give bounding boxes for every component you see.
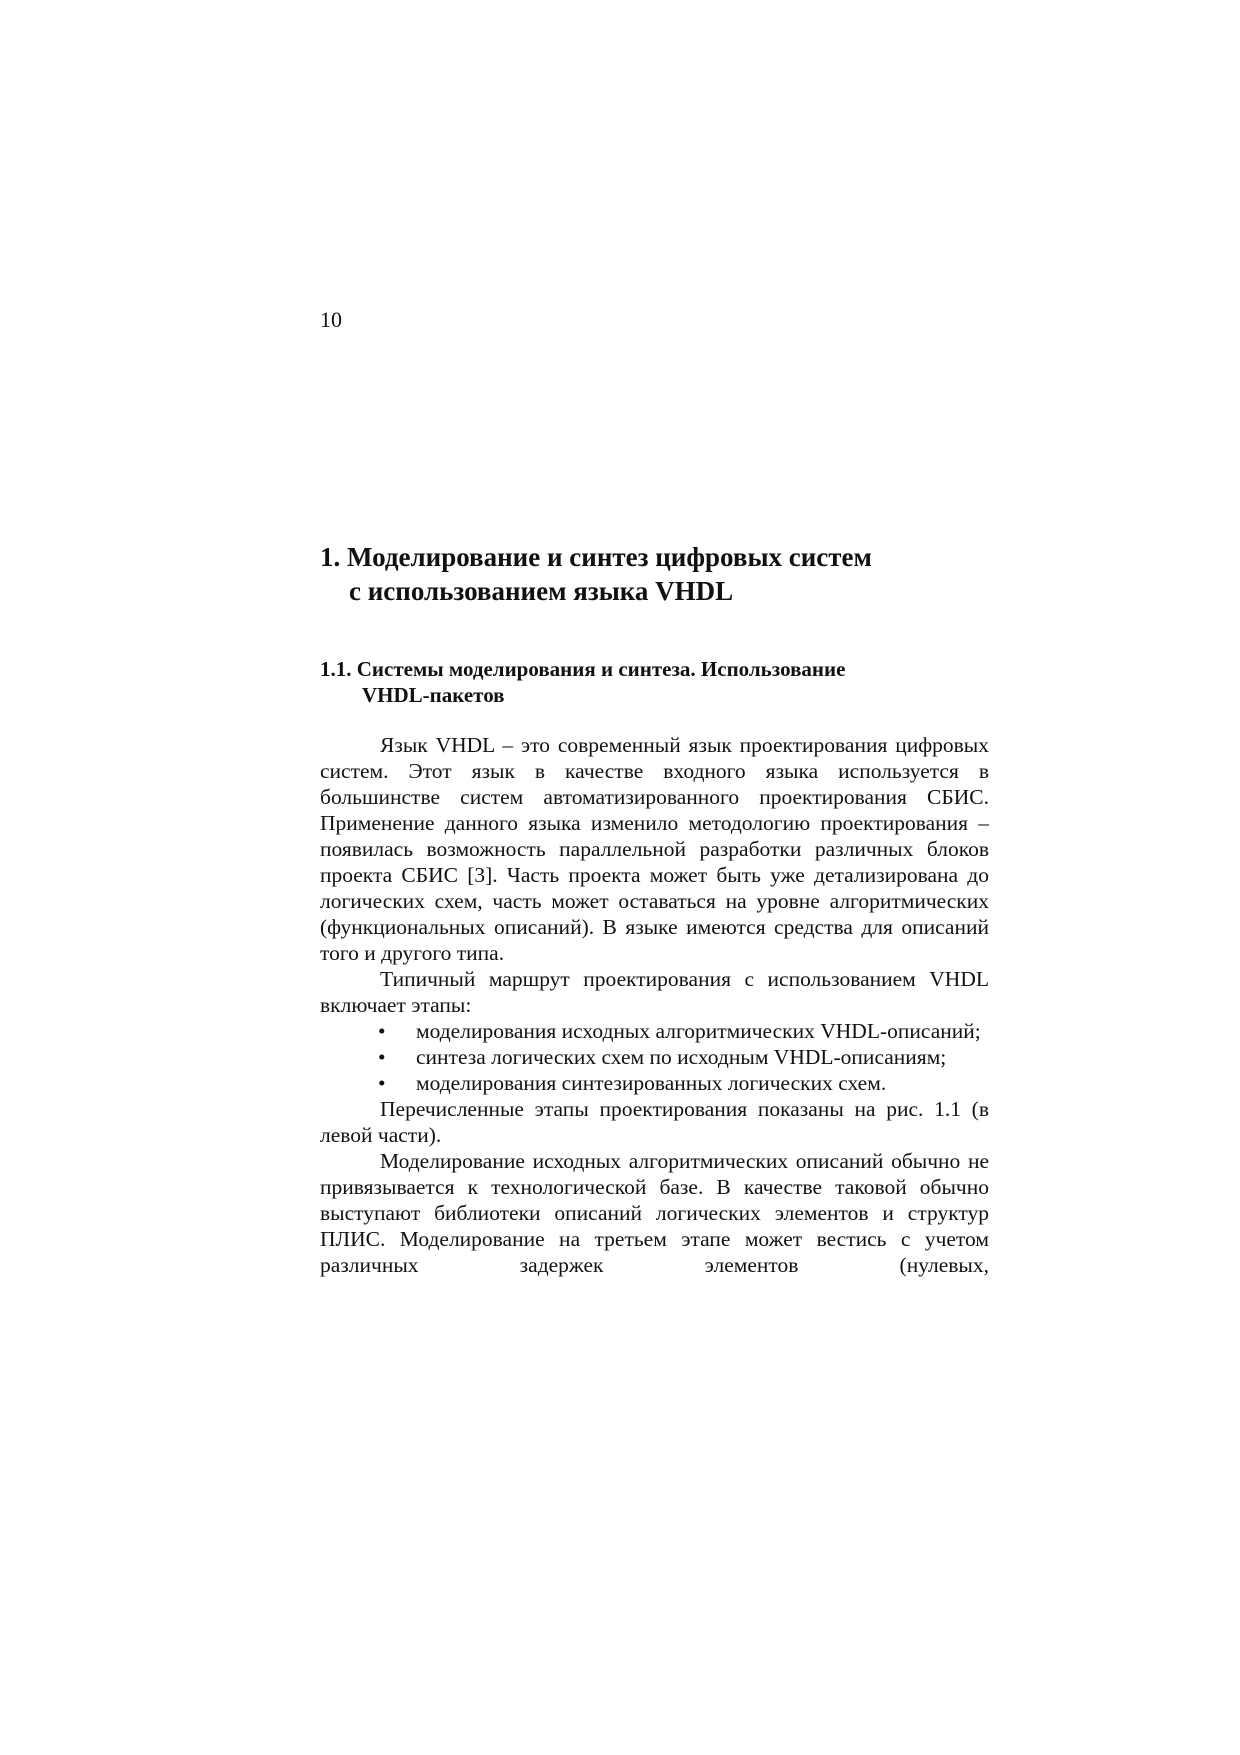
body-text — [320, 732, 989, 1278]
chapter-title-line2: с использованием языка VHDL — [349, 576, 734, 606]
section-title-line2: VHDL-пакетов — [362, 683, 505, 707]
list-item — [320, 1070, 989, 1096]
paragraph-4: Моделирование исходных алгоритмических описаний обычно не привязывается к технологической базе. В качестве таковой обычно выступают библиотеки описаний логических элементов и структур ПЛИС. Моделирование на третьем этапе может вестись с учетом различных задержек элементов (нулевых, — [320, 1149, 989, 1277]
paragraph-3: Перечисленные этапы проектирования показаны на рис. 1.1 (в левой части). — [320, 1097, 989, 1147]
chapter-title — [320, 540, 1020, 608]
bullet-icon: • — [378, 1071, 386, 1095]
list-item — [320, 1018, 989, 1044]
bullet-icon: • — [378, 1045, 386, 1069]
paragraph-2: Типичный маршрут проектирования с использованием VHDL включает этапы: — [320, 967, 989, 1017]
page-number: 10 — [320, 307, 342, 332]
list-item — [320, 1044, 989, 1070]
paragraph-1: Язык VHDL – это современный язык проектирования цифровых систем. Этот язык в качестве входного языка используется в большинстве систем автоматизированного проектирования СБИС. Применение данного языка изменило методологию проектирования – появилась возможность параллельной разработки различных блоков проекта СБИС [3]. Часть проекта может быть уже детализирована до логических схем, часть может оставаться на уровне алгоритмических (функциональных описаний). В языке имеются средства для описаний того и другого типа. — [320, 733, 989, 965]
section-title — [320, 656, 1000, 708]
section-title-line1: 1.1. Системы моделирования и синтеза. Использование — [320, 657, 846, 681]
list-item-text: моделирования синтезированных логических схем. — [416, 1071, 887, 1095]
chapter-title-line1: 1. Моделирование и синтез цифровых систем — [320, 542, 872, 572]
list-item-text: моделирования исходных алгоритмических VHDL-описаний; — [416, 1019, 981, 1043]
bullet-icon: • — [378, 1019, 386, 1043]
list-item-text: синтеза логических схем по исходным VHDL-описаниям; — [416, 1045, 947, 1069]
